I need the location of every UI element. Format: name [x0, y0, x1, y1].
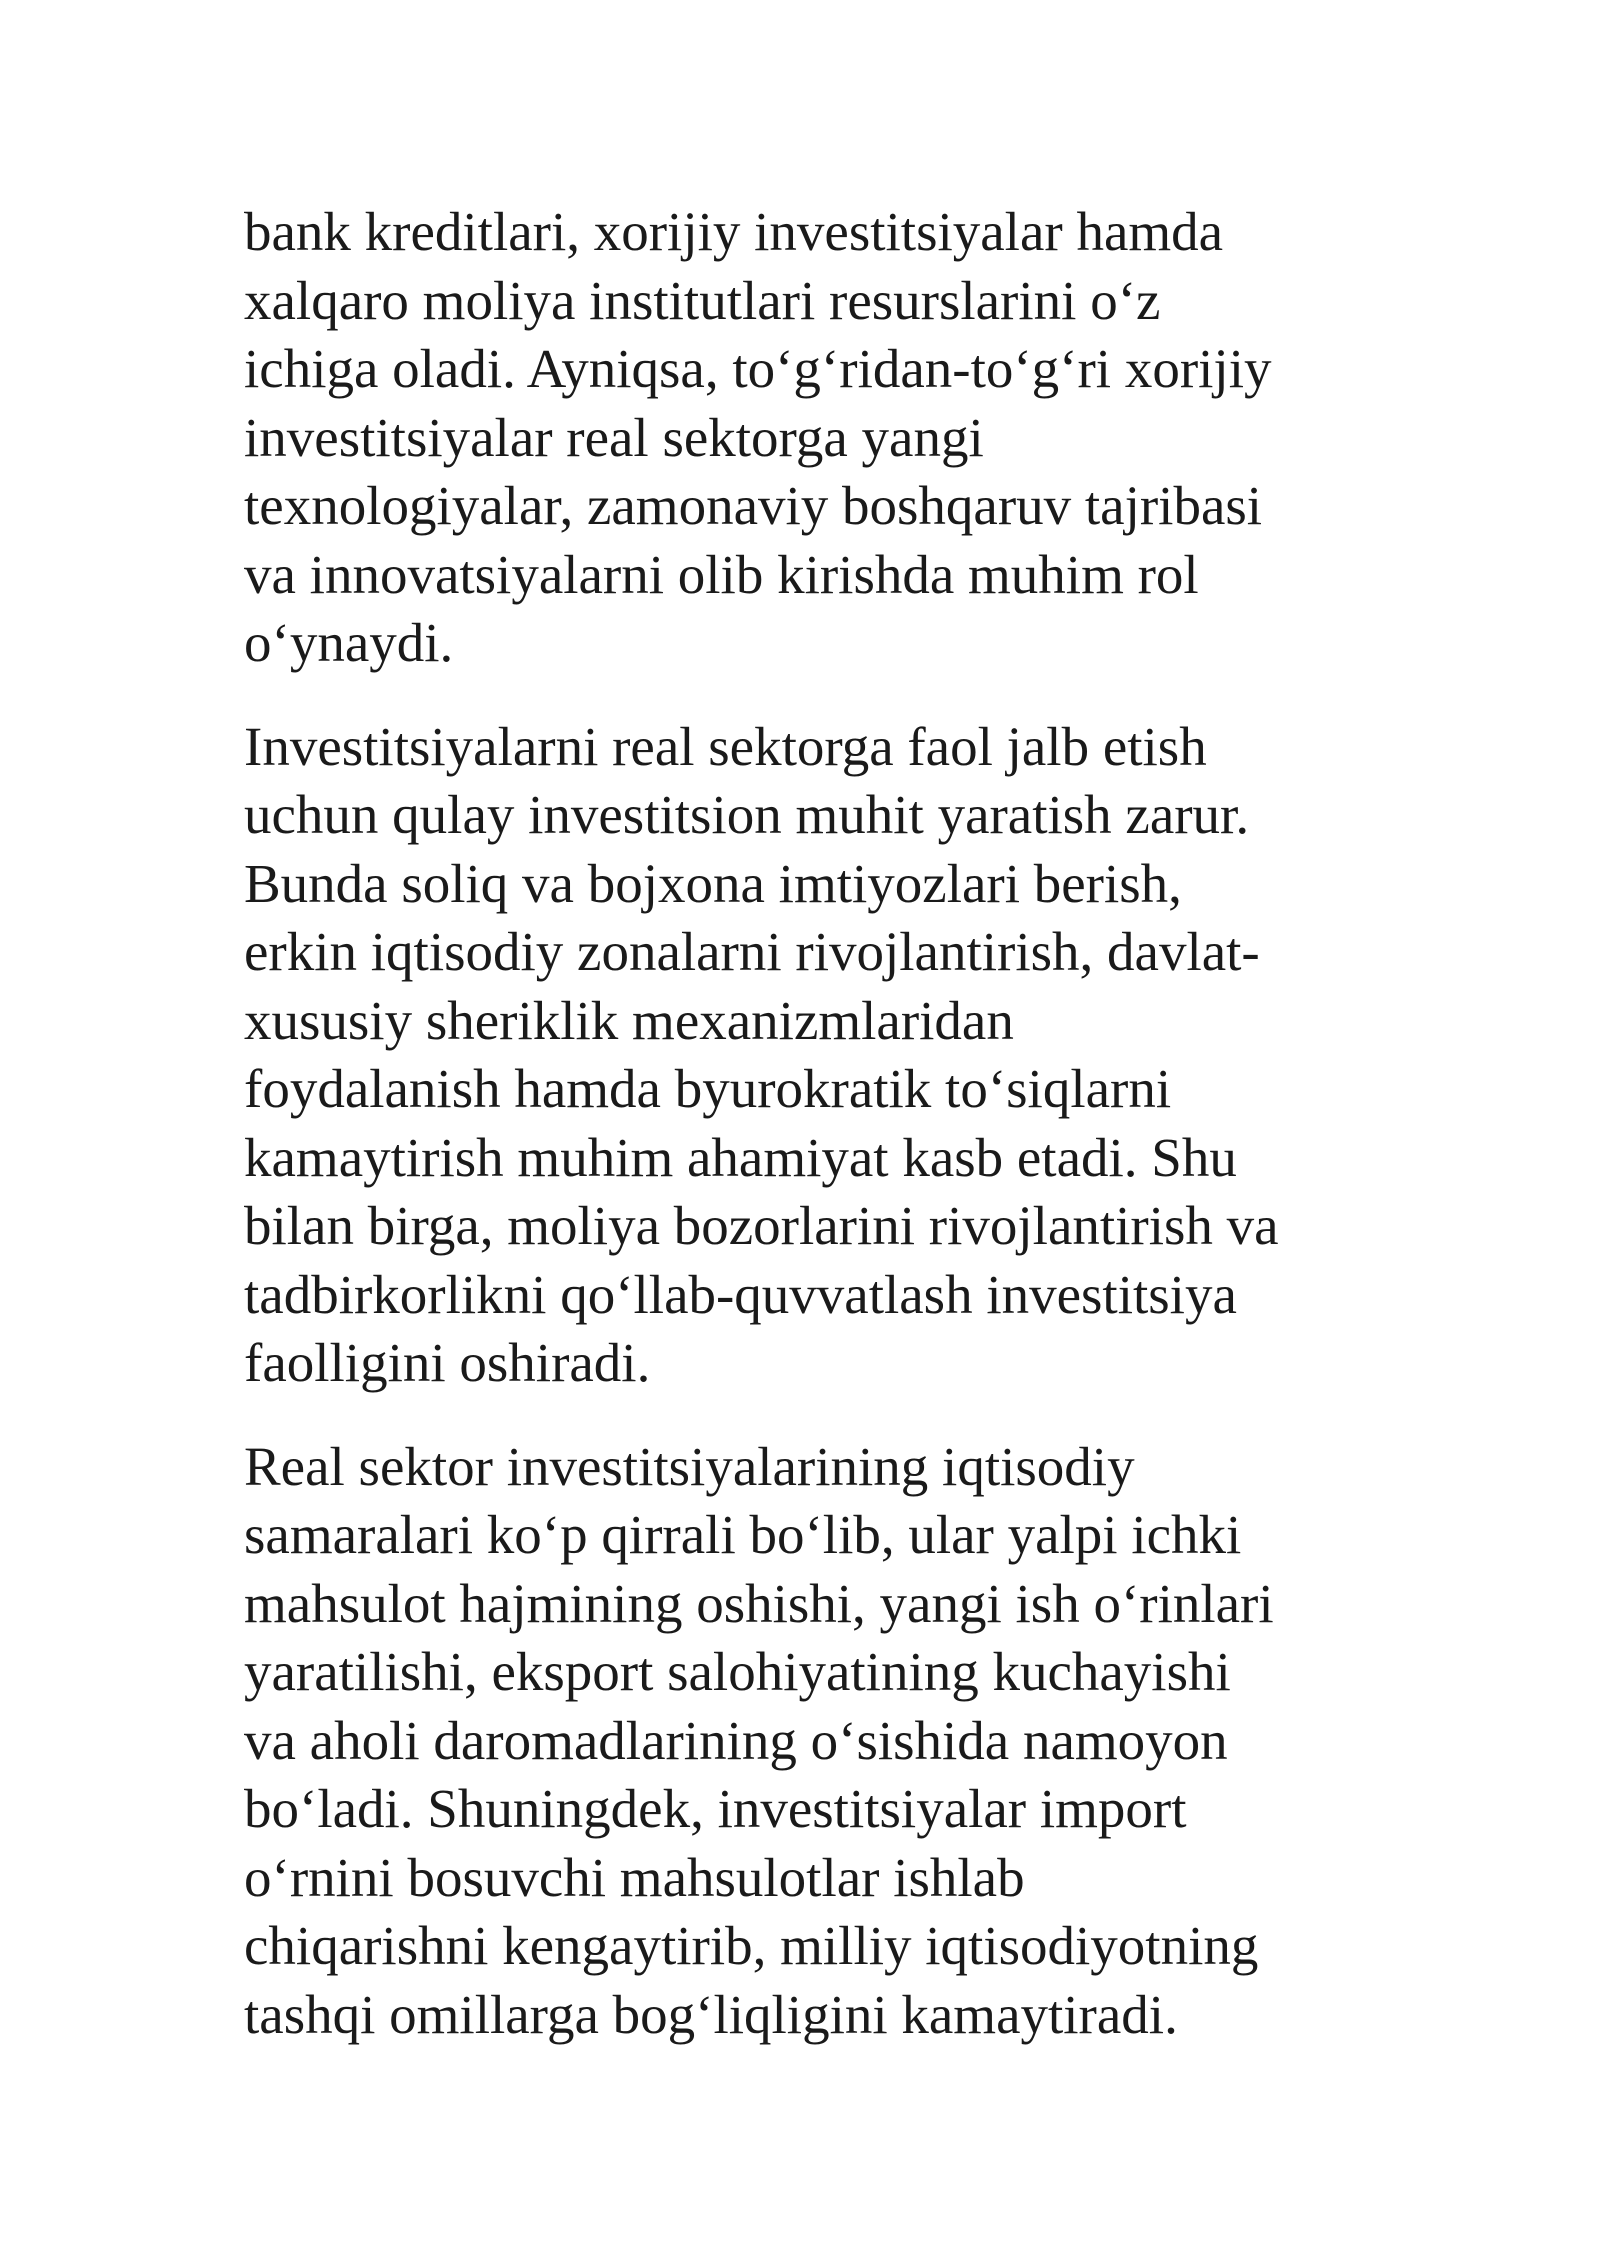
- text-line: chiqarishni kengaytirib, milliy iqtisodiyotning: [244, 1915, 1259, 1976]
- text-line: foydalanish hamda byurokratik to‘siqlarni: [244, 1058, 1172, 1119]
- text-line: ichiga oladi. Ayniqsa, to‘g‘ridan-to‘g‘ri xorijiy: [244, 338, 1272, 399]
- text-line: xalqaro moliya institutlari resurslarini o‘z: [244, 269, 1161, 331]
- paragraph-1: [244, 198, 1384, 678]
- text-line: o‘ynaydi.: [244, 612, 454, 673]
- document-body: [244, 198, 1384, 2084]
- paragraph-2: [244, 713, 1384, 1398]
- text-line: bank kreditlari, xorijiy investitsiyalar hamda: [244, 201, 1224, 262]
- text-line: uchun qulay investitsion muhit yaratish zarur.: [244, 784, 1250, 845]
- text-line: texnologiyalar, zamonaviy boshqaruv tajribasi: [244, 475, 1263, 536]
- text-line: erkin iqtisodiy zonalarni rivojlantirish, davlat-: [244, 921, 1260, 982]
- text-line: tashqi omillarga bog‘liqligini kamaytiradi.: [244, 1983, 1178, 2045]
- paragraph-3: [244, 1433, 1384, 2050]
- text-line: va innovatsiyalarni olib kirishda muhim rol: [244, 543, 1199, 605]
- text-line: xususiy sheriklik mexanizmlaridan: [244, 989, 1014, 1051]
- text-line: bilan birga, moliya bozorlarini rivojlantirish va: [244, 1195, 1279, 1256]
- text-line: o‘rnini bosuvchi mahsulotlar ishlab: [244, 1846, 1025, 1908]
- text-line: samaralari ko‘p qirrali bo‘lib, ular yalpi ichki: [244, 1504, 1242, 1565]
- text-line: va aholi daromadlarining o‘sishida namoyon: [244, 1709, 1228, 1771]
- text-line: Bunda soliq va bojxona imtiyozlari berish,: [244, 852, 1182, 914]
- text-line: kamaytirish muhim ahamiyat kasb etadi. Shu: [244, 1126, 1237, 1188]
- text-line: faolligini oshiradi.: [244, 1332, 651, 1393]
- text-line: tadbirkorlikni qo‘llab-quvvatlash investitsiya: [244, 1263, 1237, 1325]
- text-line: bo‘ladi. Shuningdek, investitsiyalar import: [244, 1778, 1187, 1839]
- text-line: investitsiyalar real sektorga yangi: [244, 406, 984, 468]
- text-line: Investitsiyalarni real sektorga faol jalb etish: [244, 715, 1207, 777]
- text-line: Real sektor investitsiyalarining iqtisodiy: [244, 1435, 1135, 1497]
- text-line: mahsulot hajmining oshishi, yangi ish o‘rinlari: [244, 1572, 1274, 1634]
- text-line: yaratilishi, eksport salohiyatining kuchayishi: [244, 1641, 1231, 1702]
